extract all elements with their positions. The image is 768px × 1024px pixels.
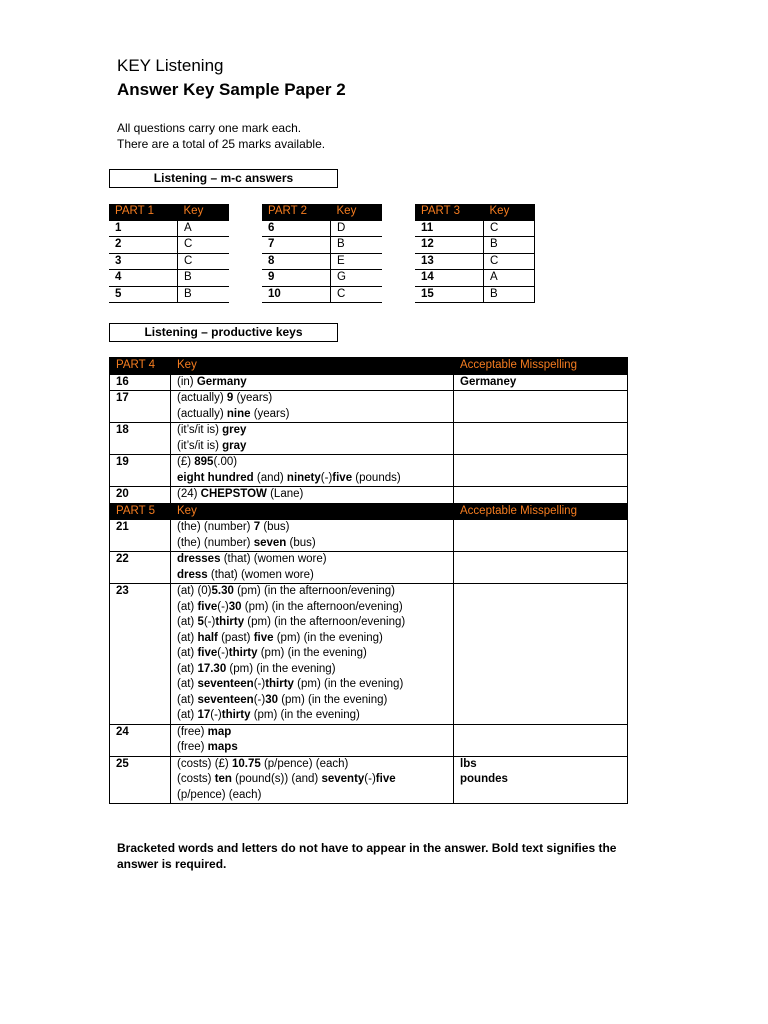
table-row [109, 220, 229, 237]
answer-key-cell [171, 552, 454, 584]
mc-header-key: Key [484, 204, 535, 220]
question-number: 16 [110, 374, 171, 391]
question-number: 15 [415, 286, 484, 303]
answer-key-cell [171, 724, 454, 756]
table-row [262, 270, 382, 287]
answer-key: C [484, 253, 535, 270]
answer-key: B [484, 237, 535, 254]
table-row [109, 237, 229, 254]
answer-key: D [331, 220, 383, 237]
answer-line: (at) seventeen(-)thirty (pm) (in the evening) [177, 678, 404, 690]
question-number: 25 [110, 756, 171, 804]
question-number: 11 [415, 220, 484, 237]
answer-line: (free) map [177, 725, 232, 738]
mc-header-part: PART 2 [262, 204, 331, 220]
answer-line: (at) 5(-)thirty (pm) (in the afternoon/evening) [177, 616, 406, 628]
table-row [110, 520, 628, 552]
question-number: 6 [262, 220, 331, 237]
table-row [110, 487, 628, 504]
question-number: 2 [109, 237, 178, 254]
table-row [262, 286, 382, 303]
answer-line: (at) seventeen(-)30 (pm) (in the evening) [177, 693, 388, 706]
table-row [415, 253, 535, 270]
section-mc-label: Listening – m-c answers [109, 169, 338, 188]
answer-line: (actually) 9 (years) [177, 392, 273, 404]
answer-key: E [331, 253, 383, 270]
question-number: 21 [110, 520, 171, 552]
answer-key: A [484, 270, 535, 287]
answer-key-cell [171, 455, 454, 487]
mc-header-part: PART 1 [109, 204, 178, 220]
misspelling-line: lbs [460, 757, 477, 770]
misspelling-cell [454, 520, 628, 552]
answer-line: (in) Germany [177, 375, 247, 388]
answer-line: (at) 17(-)thirty (pm) (in the evening) [177, 709, 360, 721]
table-row [110, 552, 628, 584]
misspelling-cell [454, 552, 628, 584]
question-number: 5 [109, 286, 178, 303]
question-number: 20 [110, 487, 171, 504]
table-row [110, 455, 628, 487]
misspelling-cell [454, 391, 628, 423]
mc-header-key: Key [331, 204, 383, 220]
table-row [415, 270, 535, 287]
answer-line: (it’s/it is) grey [177, 424, 247, 436]
answer-key: B [178, 286, 230, 303]
answer-line: (at) 17.30 (pm) (in the evening) [177, 662, 336, 675]
intro-line-2: There are a total of 25 marks available. [117, 137, 326, 151]
table-header-row [110, 358, 628, 375]
part-header: PART 4 [110, 358, 171, 375]
table-row [109, 253, 229, 270]
answer-key: B [331, 237, 383, 254]
table-row [262, 237, 382, 254]
mc-header-part: PART 3 [415, 204, 484, 220]
question-number: 13 [415, 253, 484, 270]
question-number: 1 [109, 220, 178, 237]
table-row [109, 270, 229, 287]
answer-key-cell [171, 487, 454, 504]
answer-key: C [178, 253, 230, 270]
answer-line: (at) five(-)30 (pm) (in the afternoon/evening) [177, 600, 403, 613]
answer-key: C [178, 237, 230, 254]
answer-line: (it’s/it is) gray [177, 439, 247, 452]
question-number: 24 [110, 724, 171, 756]
answer-line: (£) 895(.00) [177, 456, 238, 468]
answer-key-cell [171, 756, 454, 804]
question-number: 18 [110, 423, 171, 455]
answer-key: C [484, 220, 535, 237]
productive-keys-table [109, 357, 628, 804]
section-productive-label: Listening – productive keys [109, 323, 338, 342]
part-header: PART 5 [110, 503, 171, 520]
answer-line: dresses (that) (women wore) [177, 553, 327, 565]
answer-key: B [178, 270, 230, 287]
table-row [110, 423, 628, 455]
misspelling-cell [454, 374, 628, 391]
answer-key-cell [171, 584, 454, 725]
key-header: Key [171, 503, 454, 520]
mc-header-key: Key [178, 204, 230, 220]
misspelling-cell [454, 756, 628, 804]
misspelling-cell [454, 724, 628, 756]
mc-table-part2 [262, 204, 382, 303]
question-number: 14 [415, 270, 484, 287]
answer-line: (at) half (past) five (pm) (in the evening) [177, 631, 383, 644]
answer-key-cell [171, 423, 454, 455]
question-number: 4 [109, 270, 178, 287]
misspelling-cell [454, 423, 628, 455]
answer-key-cell [171, 391, 454, 423]
question-number: 23 [110, 584, 171, 725]
table-row [110, 756, 628, 804]
answer-line: (the) (number) seven (bus) [177, 536, 316, 549]
table-row [262, 253, 382, 270]
mc-table-part3 [415, 204, 535, 303]
question-number: 10 [262, 286, 331, 303]
misspelling-header: Acceptable Misspelling [454, 503, 628, 520]
question-number: 22 [110, 552, 171, 584]
answer-line: (24) CHEPSTOW (Lane) [177, 488, 304, 500]
answer-key-cell [171, 520, 454, 552]
table-row [415, 220, 535, 237]
answer-line: (actually) nine (years) [177, 407, 290, 420]
misspelling-cell [454, 487, 628, 504]
table-row [110, 374, 628, 391]
answer-line: (costs) ten (pound(s)) (and) seventy(-)five [177, 773, 396, 785]
answer-key: C [331, 286, 383, 303]
answer-line: (p/pence) (each) [177, 788, 262, 801]
doc-title: KEY Listening [117, 56, 224, 75]
table-row [110, 724, 628, 756]
question-number: 17 [110, 391, 171, 423]
answer-line: eight hundred (and) ninety(-)five (pounds) [177, 471, 401, 484]
misspelling-cell [454, 455, 628, 487]
question-number: 3 [109, 253, 178, 270]
misspelling-header: Acceptable Misspelling [454, 358, 628, 375]
key-header: Key [171, 358, 454, 375]
question-number: 19 [110, 455, 171, 487]
misspelling-line: Germaney [460, 375, 517, 388]
table-header-row [110, 503, 628, 520]
table-row [415, 286, 535, 303]
answer-line: (the) (number) 7 (bus) [177, 521, 290, 533]
answer-key: B [484, 286, 535, 303]
answer-key-cell [171, 374, 454, 391]
question-number: 7 [262, 237, 331, 254]
intro-line-1: All questions carry one mark each. [117, 121, 302, 135]
table-row [415, 237, 535, 254]
table-row [262, 220, 382, 237]
footer-note: Bracketed words and letters do not have to appear in the answer. Bold text signifies the answer is required. [117, 841, 617, 871]
answer-line: dress (that) (women wore) [177, 568, 314, 581]
answer-key: G [331, 270, 383, 287]
answer-line: (free) maps [177, 741, 238, 753]
doc-subtitle: Answer Key Sample Paper 2 [117, 80, 346, 99]
question-number: 12 [415, 237, 484, 254]
table-row [110, 391, 628, 423]
table-row [110, 584, 628, 725]
question-number: 8 [262, 253, 331, 270]
answer-line: (at) five(-)thirty (pm) (in the evening) [177, 647, 367, 659]
question-number: 9 [262, 270, 331, 287]
answer-line: (at) (0)5.30 (pm) (in the afternoon/evening) [177, 585, 395, 597]
answer-key: A [178, 220, 230, 237]
misspelling-line: poundes [460, 773, 508, 785]
table-row [109, 286, 229, 303]
mc-table-part1 [109, 204, 229, 303]
misspelling-cell [454, 584, 628, 725]
answer-line: (costs) (£) 10.75 (p/pence) (each) [177, 757, 349, 770]
